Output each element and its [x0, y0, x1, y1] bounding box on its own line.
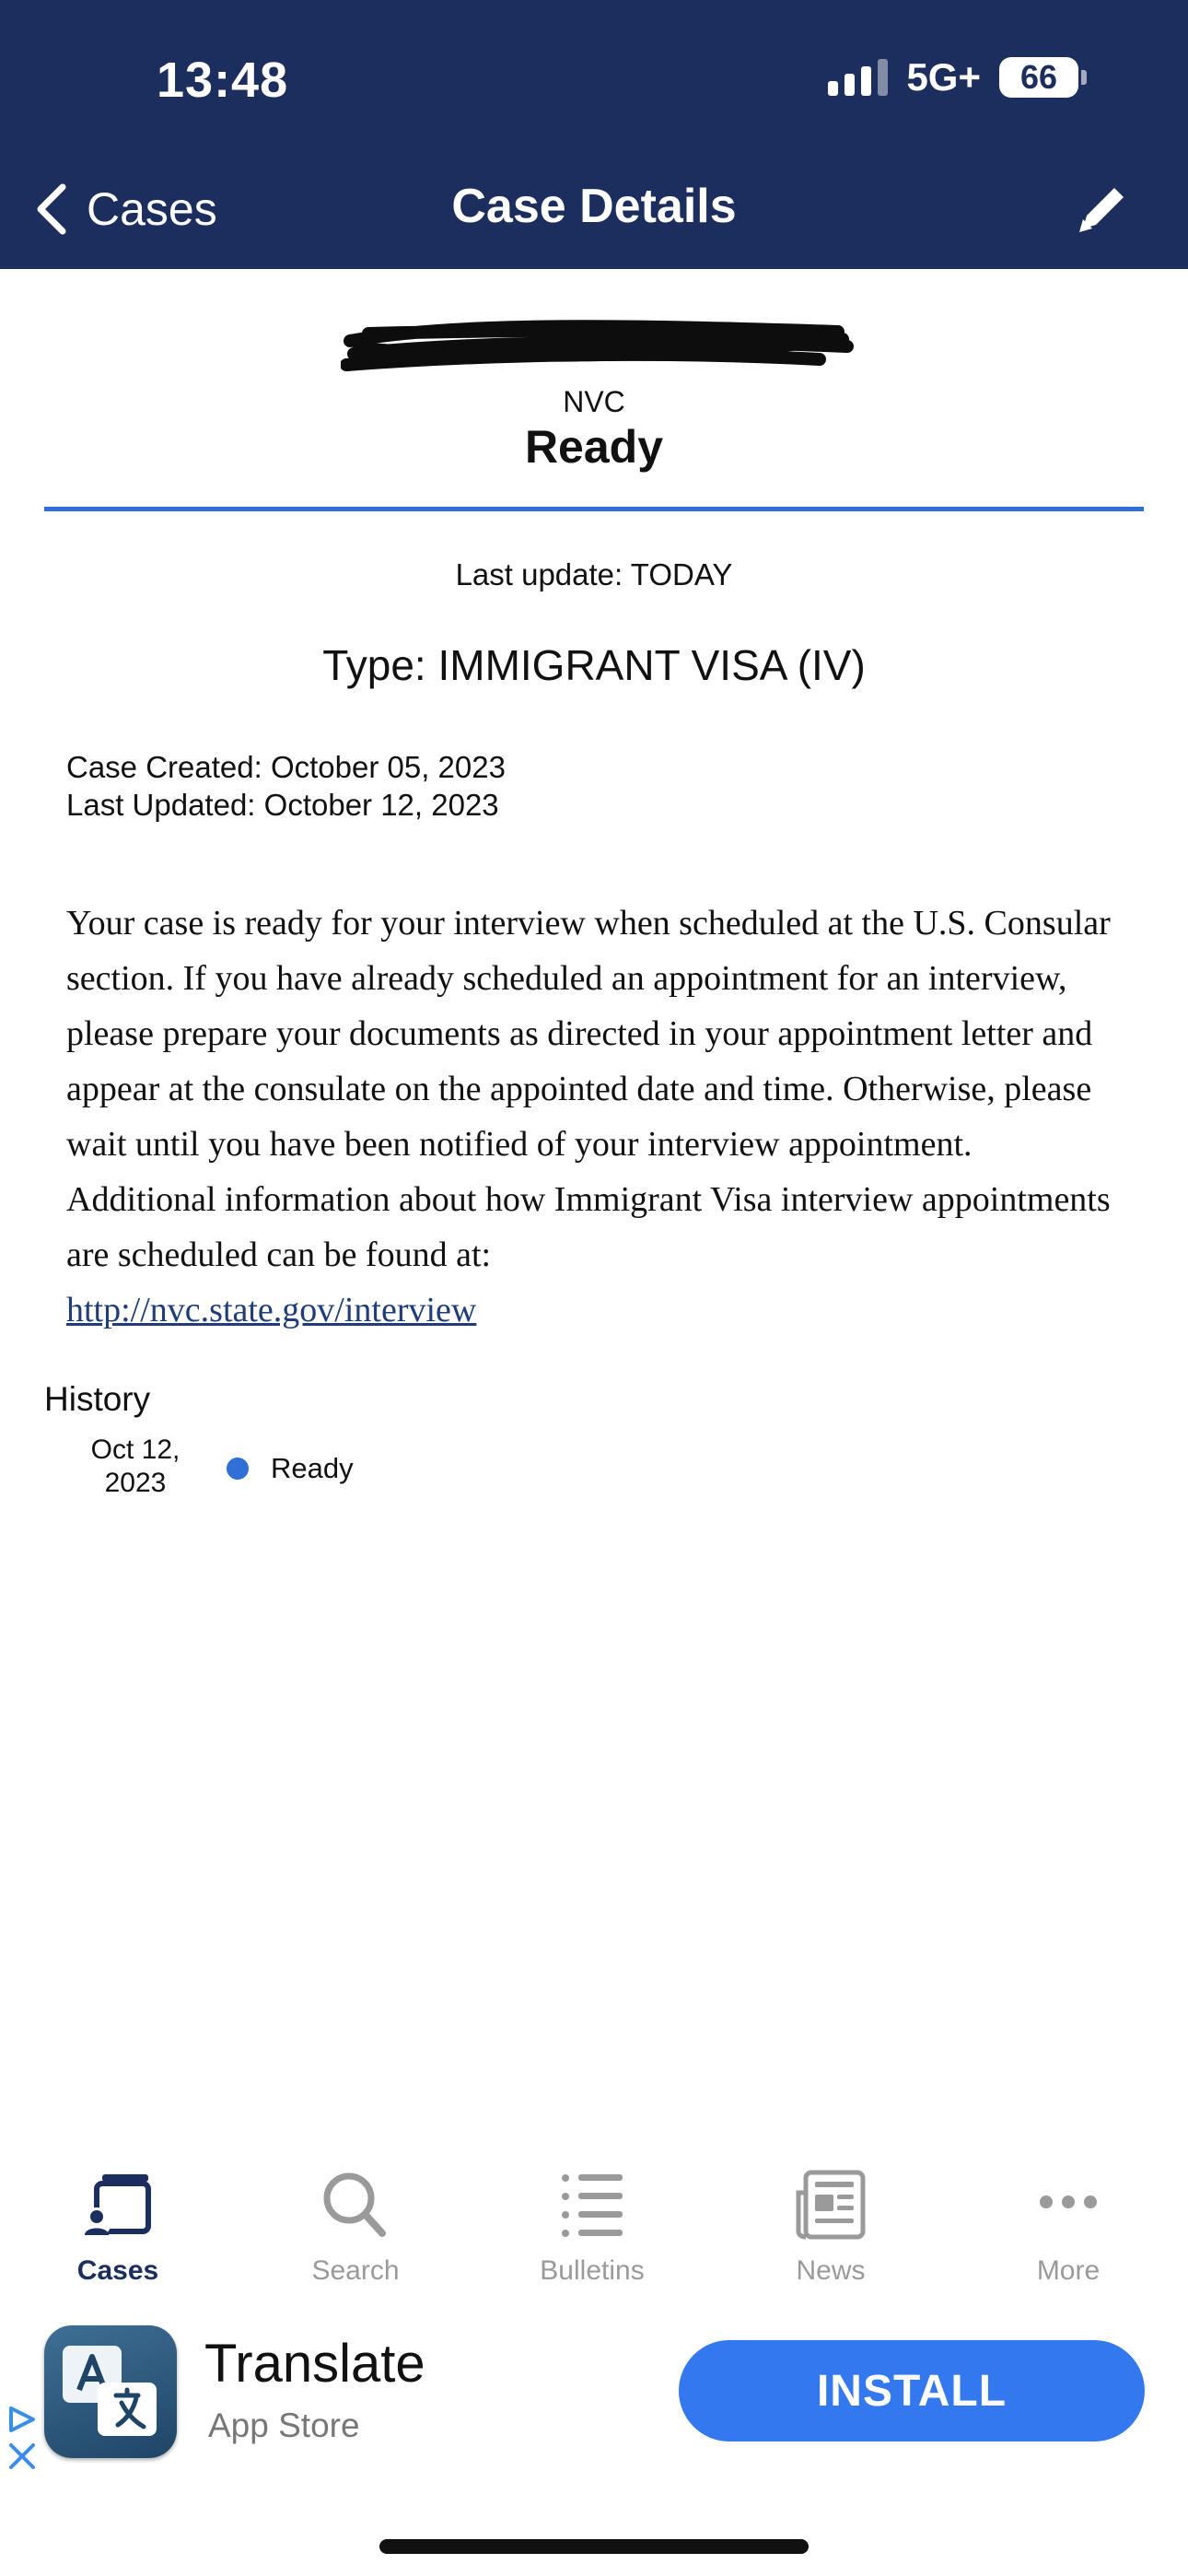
home-indicator[interactable]: [379, 2539, 809, 2554]
signal-strength-icon: [828, 59, 888, 96]
timeline-dot-icon: [227, 1458, 249, 1480]
battery-icon: [999, 57, 1087, 98]
redaction-scribble: [341, 313, 856, 378]
ad-banner[interactable]: [0, 2309, 1188, 2475]
case-type: Type: IMMIGRANT VISA (IV): [322, 641, 866, 689]
news-icon: [789, 2165, 872, 2246]
chevron-left-icon: [33, 181, 70, 237]
bottom-tab-bar: [0, 2165, 1188, 2303]
ad-app-name: Translate: [204, 2334, 425, 2394]
case-description-text: Your case is ready for your interview when scheduled at the U.S. Consular section. If you have already scheduled an appointment for an interview, please prepare your documents as directed in your appointment letter and appear at the consulate on the appointed date and time. Otherwise, please wait until you have been notified of your interview appointment. Additional information about how Immigrant Visa interview appointments are scheduled can be found at:: [66, 904, 1111, 1274]
status-divider: [44, 507, 1144, 511]
search-icon: [314, 2165, 397, 2246]
case-status: Ready: [524, 421, 664, 473]
history-heading: History: [44, 1380, 151, 1418]
more-icon: [1027, 2165, 1110, 2246]
battery-level: 66: [999, 57, 1078, 98]
case-updated-date: Last Updated: October 12, 2023: [66, 788, 499, 822]
install-button[interactable]: INSTALL: [679, 2340, 1145, 2441]
history-entry-label: Ready: [271, 1452, 354, 1484]
back-button[interactable]: [33, 175, 217, 243]
tab-bulletins[interactable]: Bulletins: [509, 2165, 675, 2303]
network-type: 5G+: [906, 55, 981, 99]
edit-button[interactable]: [1072, 179, 1133, 240]
status-indicators: [828, 55, 1087, 100]
ad-store-name: App Store: [208, 2406, 360, 2444]
receipt-number-redacted: [341, 313, 856, 378]
case-description: [66, 896, 1125, 1338]
bulletins-icon: [551, 2165, 634, 2246]
case-agency: NVC: [563, 385, 625, 418]
pencil-icon: [1072, 179, 1133, 240]
tab-more[interactable]: More: [985, 2165, 1151, 2303]
cases-icon: [76, 2165, 159, 2246]
translate-app-icon[interactable]: [44, 2325, 177, 2458]
back-button-label: Cases: [87, 183, 217, 235]
history-entry-date: Oct 12, 2023: [90, 1434, 181, 1498]
tab-search[interactable]: Search: [273, 2165, 438, 2303]
status-time: 13:48: [157, 53, 289, 108]
tab-news[interactable]: News: [748, 2165, 914, 2303]
case-created-date: Case Created: October 05, 2023: [66, 750, 506, 784]
history-entry: [74, 1434, 626, 1507]
page-title: Case Details: [451, 180, 737, 233]
ad-choices-icon[interactable]: [6, 2401, 42, 2475]
interview-info-link[interactable]: http://nvc.state.gov/interview: [66, 1291, 477, 1329]
last-update-text: Last update: TODAY: [455, 557, 733, 591]
tab-cases[interactable]: Cases: [35, 2165, 201, 2303]
translate-icon: [44, 2325, 177, 2458]
top-header: [0, 0, 1188, 269]
case-dates: [66, 748, 506, 824]
